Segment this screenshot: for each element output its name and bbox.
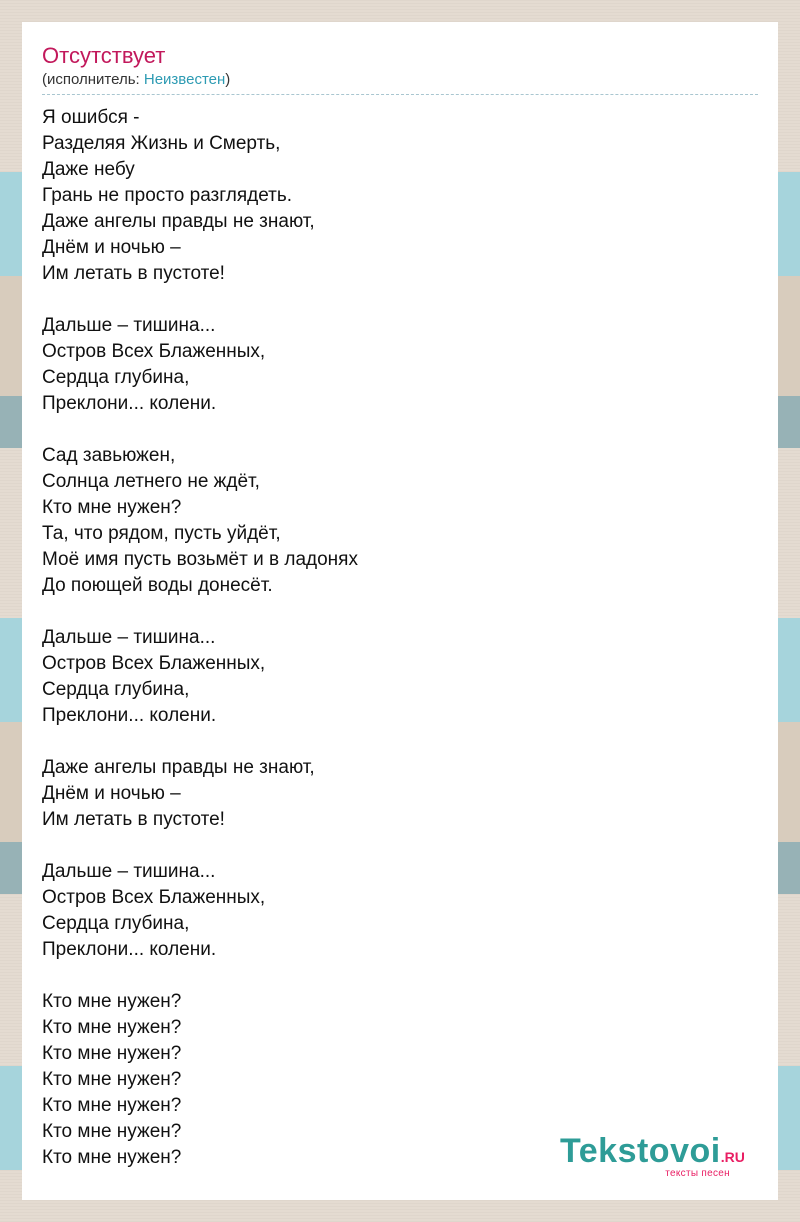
lyric-line: Днём и ночью – xyxy=(42,783,181,804)
lyric-line: Дальше – тишина... xyxy=(42,861,216,882)
lyric-line: Кто мне нужен? xyxy=(42,497,182,518)
lyric-line: Та, что рядом, пусть уйдёт, xyxy=(42,523,281,544)
lyric-line: Грань не просто разглядеть. xyxy=(42,185,293,206)
lyric-line: Им летать в пустоте! xyxy=(42,263,225,284)
lyric-line: Даже ангелы правды не знают, xyxy=(42,211,315,232)
lyric-line: Даже небу xyxy=(42,159,135,180)
artist-suffix: ) xyxy=(225,71,231,88)
lyric-line: Сердца глубина, xyxy=(42,913,190,934)
lyric-line: Кто мне нужен? xyxy=(42,1069,182,1090)
lyric-line: Кто мне нужен? xyxy=(42,1147,182,1168)
lyric-line: Сердца глубина, xyxy=(42,367,190,388)
logo-wordmark: Tekstovoi xyxy=(560,1132,721,1170)
song-title: Отсутствует xyxy=(42,43,166,68)
lyric-line: Им летать в пустоте! xyxy=(42,809,225,830)
lyric-line: Преклони... колени. xyxy=(42,939,217,960)
lyric-line: Дальше – тишина... xyxy=(42,627,216,648)
logo-tld: .RU xyxy=(720,1149,745,1165)
lyric-line: Даже ангелы правды не знают, xyxy=(42,757,315,778)
lyric-line: Сердца глубина, xyxy=(42,679,190,700)
artist-link[interactable]: Неизвестен xyxy=(143,71,226,88)
lyric-line xyxy=(42,417,758,443)
lyric-line: Кто мне нужен? xyxy=(42,991,182,1012)
lyric-line xyxy=(42,963,758,989)
lyric-line xyxy=(42,599,758,625)
lyric-line: Кто мне нужен? xyxy=(42,1017,182,1038)
lyric-line: Кто мне нужен? xyxy=(42,1095,182,1116)
lyric-line: Преклони... колени. xyxy=(42,705,217,726)
lyric-line: До поющей воды донесёт. xyxy=(42,575,273,596)
lyric-line: Остров Всех Блаженных, xyxy=(42,887,266,908)
logo-tagline: тексты песен xyxy=(665,1168,730,1179)
lyric-line: Преклони... колени. xyxy=(42,393,217,414)
lyric-line xyxy=(42,287,758,313)
site-logo[interactable] xyxy=(560,1132,770,1182)
lyric-line: Днём и ночью – xyxy=(42,237,181,258)
artist-line xyxy=(42,70,758,95)
lyric-line: Разделяя Жизнь и Смерть, xyxy=(42,133,281,154)
lyric-line xyxy=(42,833,758,859)
lyric-line: Кто мне нужен? xyxy=(42,1043,182,1064)
lyric-line: Кто мне нужен? xyxy=(42,1121,182,1142)
lyric-line: Остров Всех Блаженных, xyxy=(42,653,266,674)
lyric-line: Солнца летнего не ждёт, xyxy=(42,471,260,492)
lyric-line xyxy=(42,729,758,755)
lyrics-card xyxy=(22,22,778,1200)
lyric-line: Моё имя пусть возьмёт и в ладонях xyxy=(42,549,358,570)
lyrics-body xyxy=(42,105,758,1171)
lyric-line: Я ошибся - xyxy=(42,107,140,128)
lyric-line: Остров Всех Блаженных, xyxy=(42,341,266,362)
lyric-line: Дальше – тишина... xyxy=(42,315,216,336)
artist-prefix: (исполнитель: xyxy=(42,71,144,88)
lyric-line: Сад завьюжен, xyxy=(42,445,176,466)
